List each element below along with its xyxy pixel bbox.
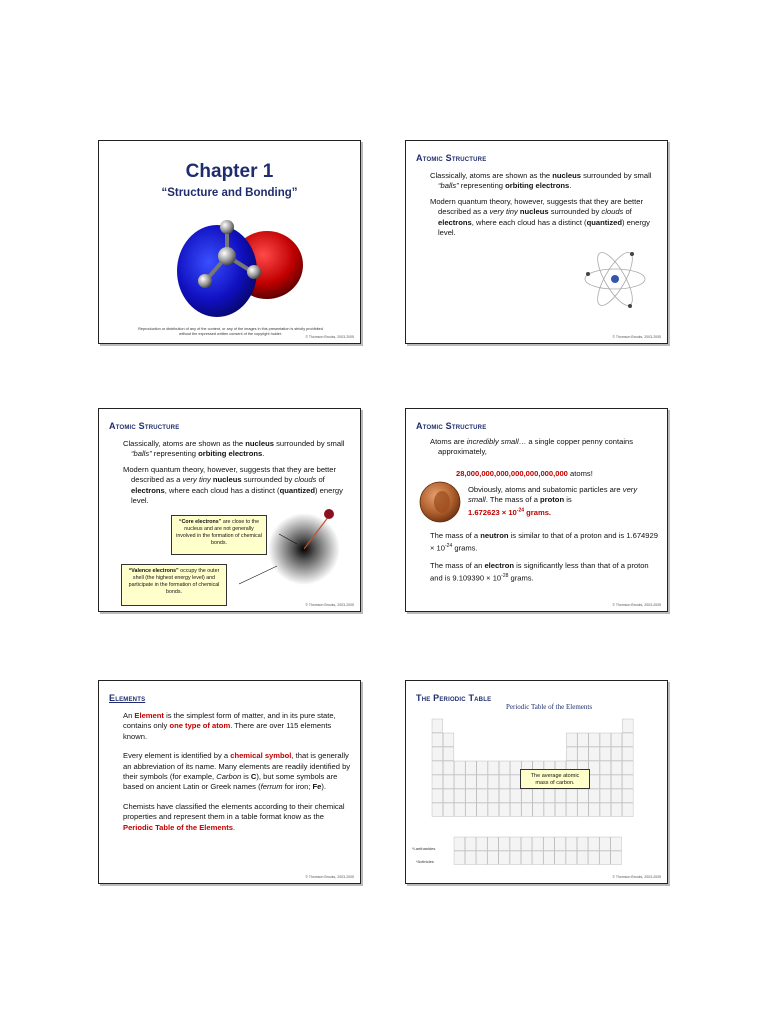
element-cell xyxy=(600,837,611,851)
term-valence-electrons: “Valence electrons” xyxy=(128,568,179,574)
element-cell xyxy=(611,761,622,775)
chapter-subtitle: “Structure and Bonding” xyxy=(161,187,298,199)
chapter-title: Chapter 1 xyxy=(185,161,274,182)
element-cell xyxy=(555,803,566,817)
slide-body xyxy=(123,439,351,511)
element-cell xyxy=(454,851,465,865)
term-very-tiny: very tiny xyxy=(182,475,211,485)
term-ferrum: ferrum xyxy=(260,782,283,792)
element-cell xyxy=(622,775,633,789)
element-cell xyxy=(454,789,465,803)
text: Every element is identified by a xyxy=(123,751,231,761)
text: Classically, atoms are shown as the xyxy=(430,171,553,180)
element-cell xyxy=(588,837,599,851)
text: . xyxy=(233,822,236,832)
element-cell xyxy=(544,837,555,851)
text: . xyxy=(569,181,572,191)
text: for iron; xyxy=(282,782,313,792)
text: occupy the outer shell (the highest energy level) and participate in the formation of chemical bonds. xyxy=(128,568,220,595)
slide-title: Atomic Structure xyxy=(109,421,180,431)
text: , where each cloud has a distinct ( xyxy=(471,217,587,227)
text: grams. xyxy=(508,573,534,583)
term-nucleus: nucleus xyxy=(519,207,549,217)
slide-atomic-structure-3 xyxy=(405,408,668,612)
slide-body xyxy=(430,171,658,243)
element-cell xyxy=(510,803,521,817)
element-cell xyxy=(488,775,499,789)
element-cell xyxy=(578,789,589,803)
element-cell xyxy=(432,747,443,761)
term-balls: “balls” xyxy=(438,181,459,191)
exponent: -24 xyxy=(516,507,525,514)
element-cell xyxy=(622,733,633,747)
element-cell xyxy=(577,837,588,851)
element-cell xyxy=(589,747,600,761)
element-cell xyxy=(589,789,600,803)
element-cell xyxy=(522,789,533,803)
element-cell xyxy=(488,803,499,817)
symbol-c: C xyxy=(250,772,257,782)
element-cell xyxy=(488,851,499,865)
term-very-small: very small xyxy=(468,485,638,505)
term-electron: electron xyxy=(484,561,514,570)
term-quantized: quantized xyxy=(279,485,316,495)
element-cell xyxy=(566,837,577,851)
text: is similar to that of a proton and is 1.674929 × 10 xyxy=(430,531,658,553)
element-cell xyxy=(611,851,622,865)
copyright: © Thomson Brooks, 2003-2005 xyxy=(305,603,354,607)
element-cell xyxy=(555,851,566,865)
text: is xyxy=(564,495,572,505)
element-cell xyxy=(544,789,555,803)
slide-periodic-table xyxy=(405,680,668,884)
text: Obviously, atoms and subatomic particles are xyxy=(468,485,623,494)
copyright: © Thomson Brooks, 2003-2005 xyxy=(612,335,661,339)
text: The mass of an xyxy=(430,561,485,570)
paragraph-classical xyxy=(123,439,351,460)
slide-title: Elements xyxy=(109,693,146,703)
element-cell xyxy=(589,733,600,747)
text: is significantly less than that of a proton and is 9.109390 × 10 xyxy=(430,561,649,583)
element-cell xyxy=(566,789,577,803)
element-cell xyxy=(600,761,611,775)
slide-atomic-structure-1 xyxy=(405,140,668,344)
element-cell xyxy=(600,733,611,747)
copyright: © Thomson Brooks, 2003-2005 xyxy=(612,875,661,879)
average-mass-callout xyxy=(520,769,590,789)
element-cell xyxy=(476,851,487,865)
element-cell xyxy=(510,851,521,865)
element-cell xyxy=(454,775,465,789)
element-cell xyxy=(544,851,555,865)
element-cell xyxy=(432,719,443,733)
text: Atoms are xyxy=(430,437,467,446)
paragraph-classical xyxy=(430,171,658,192)
term-nucleus: nucleus xyxy=(245,439,274,448)
term-nucleus: nucleus xyxy=(552,171,581,180)
element-cell xyxy=(532,851,543,865)
term-orbiting-electrons: orbiting electrons xyxy=(198,449,263,459)
text: Classically, atoms are shown as the xyxy=(123,439,246,448)
text: 1.672623 × 10 xyxy=(468,508,517,518)
text: grams. xyxy=(452,543,478,553)
lanthanides-label: *Lanthanides xyxy=(412,846,436,851)
text: representing xyxy=(458,181,506,191)
text: Chemists have classified the elements according to their chemical properties and represent them in a table format know as the xyxy=(123,801,345,822)
slide-title: The Periodic Table xyxy=(416,693,492,703)
element-cell xyxy=(488,761,499,775)
paragraph-element xyxy=(123,711,351,742)
element-cell xyxy=(443,775,454,789)
text: surrounded by small xyxy=(580,171,652,180)
element-cell xyxy=(499,775,510,789)
term-clouds: clouds xyxy=(601,207,624,217)
element-cell xyxy=(566,733,577,747)
text: surrounded by small xyxy=(273,439,345,448)
text: of carbon. xyxy=(548,780,575,786)
element-cell xyxy=(532,837,543,851)
text: of xyxy=(316,475,325,485)
text: ), but some symbols are based on ancient Latin or Greek names ( xyxy=(123,772,338,792)
reproduction-notice-line2: without the expressed written consent of the copyright holder. xyxy=(179,332,282,336)
element-cell xyxy=(477,789,488,803)
text: , that is generally an abbreviation of its name. Many elements are readily identified by their symbols (for example, xyxy=(123,751,351,782)
text: The average atomic mass xyxy=(530,773,580,786)
element-cell xyxy=(566,851,577,865)
paragraph-small xyxy=(430,437,658,458)
element-cell xyxy=(432,761,443,775)
element-cell xyxy=(611,747,622,761)
element-cell xyxy=(454,803,465,817)
text: surrounded by xyxy=(241,475,295,485)
paragraph-quantum xyxy=(123,465,351,507)
copyright: © Thomson Brooks, 2003-2005 xyxy=(612,603,661,607)
atom-count xyxy=(456,469,656,479)
slide-atomic-structure-2 xyxy=(98,408,361,612)
slide-title: Atomic Structure xyxy=(416,421,487,431)
exponent: -24 xyxy=(445,543,453,550)
term-orbiting-electrons: orbiting electrons xyxy=(505,181,570,191)
element-cell xyxy=(521,837,532,851)
element-cell xyxy=(533,789,544,803)
text: ) energy level. xyxy=(438,217,650,238)
element-cell xyxy=(454,837,465,851)
element-cell xyxy=(477,761,488,775)
slide-body xyxy=(123,711,351,838)
text: An xyxy=(123,711,135,720)
element-cell xyxy=(499,837,510,851)
big-number: 28,000,000,000,000,000,000,000 xyxy=(456,469,568,478)
element-cell xyxy=(432,789,443,803)
element-cell xyxy=(589,761,600,775)
term-chemical-symbol: chemical symbol xyxy=(230,751,292,761)
element-cell xyxy=(622,789,633,803)
periodic-table-title: Periodic Table of the Elements xyxy=(506,703,593,711)
term-proton: proton xyxy=(540,495,565,505)
paragraph-symbol xyxy=(123,751,351,793)
term-quantized: quantized xyxy=(586,217,623,227)
element-cell xyxy=(466,803,477,817)
text: The mass of a xyxy=(430,531,481,540)
element-cell xyxy=(432,775,443,789)
intro-paragraph xyxy=(430,437,658,463)
element-cell xyxy=(600,747,611,761)
element-cell xyxy=(578,803,589,817)
element-cell xyxy=(577,851,588,865)
element-cell xyxy=(555,789,566,803)
element-cell xyxy=(578,747,589,761)
term-carbon: Carbon xyxy=(216,772,242,782)
element-cell xyxy=(510,789,521,803)
element-cell xyxy=(465,851,476,865)
core-electrons-callout xyxy=(171,515,267,555)
slide-chapter-title xyxy=(98,140,361,344)
element-cell xyxy=(611,803,622,817)
element-cell xyxy=(510,837,521,851)
element-cell xyxy=(566,803,577,817)
element-cell xyxy=(589,775,600,789)
text: grams. xyxy=(524,508,552,518)
element-cell xyxy=(499,789,510,803)
text: representing xyxy=(151,449,199,459)
element-cell xyxy=(466,761,477,775)
term-periodic-table: Periodic Table of the Elements xyxy=(123,822,233,832)
element-cell xyxy=(600,803,611,817)
term-one-type-of-atom: one type of atom xyxy=(169,721,231,731)
copyright: © Thomson Brooks, 2003-2005 xyxy=(305,335,354,339)
text: , where each cloud has a distinct ( xyxy=(164,485,280,495)
element-cell xyxy=(555,837,566,851)
text: . xyxy=(262,449,265,459)
element-cell xyxy=(588,851,599,865)
element-cell xyxy=(600,851,611,865)
element-cell xyxy=(443,789,454,803)
term-neutron: neutron xyxy=(480,531,509,540)
term-electrons: electrons xyxy=(131,485,165,495)
element-cell xyxy=(611,837,622,851)
reproduction-notice-line1: Reproduction or distribution of any of the content, or any of the images in this presentation is strictly prohibited xyxy=(138,327,323,331)
actinides-label: *Actinides xyxy=(416,859,434,864)
element-cell xyxy=(476,837,487,851)
element-cell xyxy=(622,803,633,817)
term-electrons: electrons xyxy=(438,217,472,227)
text: … a single copper penny contains approximately, xyxy=(438,437,634,457)
element-cell xyxy=(432,733,443,747)
text: ) energy level. xyxy=(131,485,343,506)
element-cell xyxy=(611,789,622,803)
slide-title: Atomic Structure xyxy=(416,153,487,163)
term-balls: “balls” xyxy=(131,449,152,459)
term-nucleus: nucleus xyxy=(212,475,242,485)
element-cell xyxy=(488,837,499,851)
slide-elements xyxy=(98,680,361,884)
element-cell xyxy=(488,789,499,803)
element-cell xyxy=(443,747,454,761)
paragraph-classification xyxy=(123,802,351,833)
text: Modern quantum theory, however, suggests that they are better described as a xyxy=(123,464,337,485)
element-cell xyxy=(600,789,611,803)
element-cell xyxy=(443,761,454,775)
electron-paragraph xyxy=(430,561,658,584)
term-element: Element xyxy=(134,711,164,720)
atom-orbit-diagram xyxy=(580,246,650,312)
text: ). xyxy=(321,782,327,792)
element-cell xyxy=(432,803,443,817)
element-cell xyxy=(544,803,555,817)
text: surrounded by xyxy=(548,207,602,217)
text: . The mass of a xyxy=(485,495,541,505)
text: atoms! xyxy=(567,469,593,478)
element-cell xyxy=(622,747,633,761)
term-clouds: clouds xyxy=(294,475,317,485)
element-cell xyxy=(611,775,622,789)
element-cell xyxy=(566,747,577,761)
term-core-electrons: “Core electrons” xyxy=(178,519,222,525)
text: is the simplest form of matter, and in its pure state, contains only xyxy=(123,711,336,731)
term-very-tiny: very tiny xyxy=(489,207,518,217)
exponent: -28 xyxy=(501,573,509,580)
text: of xyxy=(623,207,632,217)
element-cell xyxy=(622,719,633,733)
symbol-fe: Fe xyxy=(312,782,322,792)
orbital-illustration xyxy=(99,141,361,344)
valence-electrons-callout xyxy=(121,564,227,606)
element-cell xyxy=(499,851,510,865)
penny-image xyxy=(418,480,462,524)
element-cell xyxy=(499,761,510,775)
proton-mass xyxy=(468,508,551,517)
term-incredibly-small: incredibly small xyxy=(466,437,519,446)
text: . There are over 115 elements known. xyxy=(123,721,332,741)
element-cell xyxy=(589,803,600,817)
neutron-paragraph xyxy=(430,531,658,554)
element-cell xyxy=(578,733,589,747)
element-cell xyxy=(477,803,488,817)
proton-paragraph xyxy=(468,485,658,519)
element-cell xyxy=(477,775,488,789)
periodic-table-grid xyxy=(428,713,644,883)
text: Modern quantum theory, however, suggests that they are better described as a xyxy=(430,196,644,217)
element-cell xyxy=(465,837,476,851)
element-cell xyxy=(443,733,454,747)
element-cell xyxy=(521,851,532,865)
element-cell xyxy=(454,761,465,775)
element-cell xyxy=(622,761,633,775)
text: is xyxy=(241,772,251,782)
element-cell xyxy=(522,803,533,817)
element-cell xyxy=(611,733,622,747)
copyright: © Thomson Brooks, 2003-2005 xyxy=(305,875,354,879)
element-cell xyxy=(466,775,477,789)
element-cell xyxy=(600,775,611,789)
paragraph-quantum xyxy=(430,197,658,239)
text: are close to the nucleus and are not generally involved in the formation of chemical bonds. xyxy=(176,519,262,546)
element-cell xyxy=(443,803,454,817)
element-cell xyxy=(466,789,477,803)
element-cell xyxy=(533,803,544,817)
element-cell xyxy=(499,803,510,817)
